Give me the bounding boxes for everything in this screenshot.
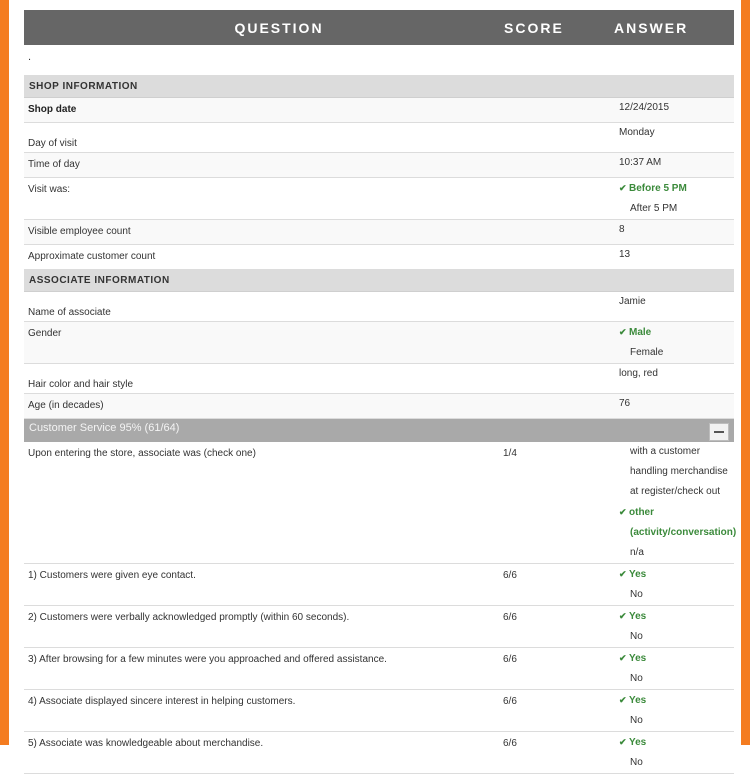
report-content <box>9 0 741 768</box>
selected-option: ✔ Yes <box>619 732 734 753</box>
answer-value: Jamie <box>604 292 734 322</box>
option: No <box>630 589 643 600</box>
answer-value: long, red <box>604 364 734 394</box>
section-score-title: Customer Service 95% (61/64) <box>29 421 180 434</box>
score-value: 6/6 <box>489 648 604 690</box>
score-value: 6/6 <box>489 732 604 774</box>
table-row <box>24 364 734 394</box>
selected-option: ✔ other <box>619 502 734 523</box>
table-header <box>24 10 734 45</box>
score-column-header: SCORE <box>489 10 604 45</box>
option: Female <box>630 347 664 358</box>
answer-options <box>604 564 734 606</box>
score-value: 6/6 <box>489 564 604 606</box>
answer-value: 13 <box>604 245 734 270</box>
table-row <box>24 98 734 123</box>
question-column-header: QUESTION <box>24 10 489 45</box>
selected-option: ✔ Male <box>619 322 734 343</box>
question-text: Gender <box>24 322 489 364</box>
question-text: Hair color and hair style <box>24 364 489 394</box>
table-row <box>24 606 734 648</box>
check-icon: ✔ <box>619 327 627 337</box>
customer-service-banner <box>24 419 734 443</box>
answer-options <box>604 442 737 564</box>
option: No <box>630 631 643 642</box>
option: at register/check out <box>630 486 721 497</box>
table-row <box>24 690 734 732</box>
answer-options <box>604 648 734 690</box>
option: No <box>630 715 643 726</box>
table-row <box>24 123 734 153</box>
score-value: 1/4 <box>489 442 604 564</box>
answer-options <box>604 322 734 364</box>
answer-options <box>604 732 734 774</box>
question-text: 3) After browsing for a few minutes were you approached and offered assistance. <box>24 648 489 690</box>
selected-option-detail: (activity/conversation) <box>630 527 737 538</box>
check-icon: ✔ <box>619 737 627 747</box>
table-row <box>24 292 734 322</box>
option: After 5 PM <box>630 203 678 214</box>
question-text: Day of visit <box>24 123 489 153</box>
blank-row <box>24 45 734 76</box>
selected-option: ✔ Before 5 PM <box>619 178 734 199</box>
selected-option: ✔ Yes <box>619 606 734 627</box>
question-text: Time of day <box>24 153 489 178</box>
table-row <box>24 220 734 245</box>
evaluation-table <box>24 10 737 774</box>
check-icon: ✔ <box>619 507 627 517</box>
score-value: 6/6 <box>489 690 604 732</box>
score-value: 6/6 <box>489 606 604 648</box>
check-icon: ✔ <box>619 611 627 621</box>
check-icon: ✔ <box>619 695 627 705</box>
question-text: 4) Associate displayed sincere interest in helping customers. <box>24 690 489 732</box>
section-title: SHOP INFORMATION <box>24 76 734 98</box>
section-title: ASSOCIATE INFORMATION <box>24 270 734 292</box>
table-row <box>24 322 734 364</box>
minus-icon[interactable] <box>709 423 729 441</box>
answer-value: Monday <box>604 123 734 153</box>
answer-options <box>604 690 734 732</box>
table-row <box>24 153 734 178</box>
blank-row-text: . <box>24 45 489 76</box>
answer-value: 76 <box>604 394 734 419</box>
selected-option: ✔ Yes <box>619 690 734 711</box>
answer-options <box>604 606 734 648</box>
question-text: Shop date <box>24 98 489 123</box>
option: handling merchandise <box>630 466 728 477</box>
section-header-shop <box>24 76 734 98</box>
question-text: 1) Customers were given eye contact. <box>24 564 489 606</box>
check-icon: ✔ <box>619 653 627 663</box>
table-row <box>24 732 734 774</box>
section-header-associate <box>24 270 734 292</box>
question-text: Visit was: <box>24 178 489 220</box>
question-text: Approximate customer count <box>24 245 489 270</box>
option: No <box>630 757 643 768</box>
table-row <box>24 178 734 220</box>
selected-option: ✔ Yes <box>619 564 734 585</box>
table-row <box>24 442 734 564</box>
question-text: Age (in decades) <box>24 394 489 419</box>
check-icon: ✔ <box>619 183 627 193</box>
answer-value: 8 <box>604 220 734 245</box>
option: No <box>630 673 643 684</box>
left-frame-border <box>0 0 9 745</box>
question-text: Upon entering the store, associate was (check one) <box>24 442 489 564</box>
answer-options <box>604 178 734 220</box>
table-row <box>24 648 734 690</box>
check-icon: ✔ <box>619 569 627 579</box>
table-row <box>24 245 734 270</box>
answer-value: 12/24/2015 <box>604 98 734 123</box>
question-text: Visible employee count <box>24 220 489 245</box>
selected-option: ✔ Yes <box>619 648 734 669</box>
question-text: 5) Associate was knowledgeable about merchandise. <box>24 732 489 774</box>
table-row <box>24 564 734 606</box>
answer-column-header: ANSWER <box>604 10 734 45</box>
option: with a customer <box>630 446 701 457</box>
table-row <box>24 394 734 419</box>
right-frame-border <box>741 0 750 745</box>
answer-value: 10:37 AM <box>604 153 734 178</box>
question-text: 2) Customers were verbally acknowledged promptly (within 60 seconds). <box>24 606 489 648</box>
question-text: Name of associate <box>24 292 489 322</box>
option: n/a <box>630 547 644 558</box>
